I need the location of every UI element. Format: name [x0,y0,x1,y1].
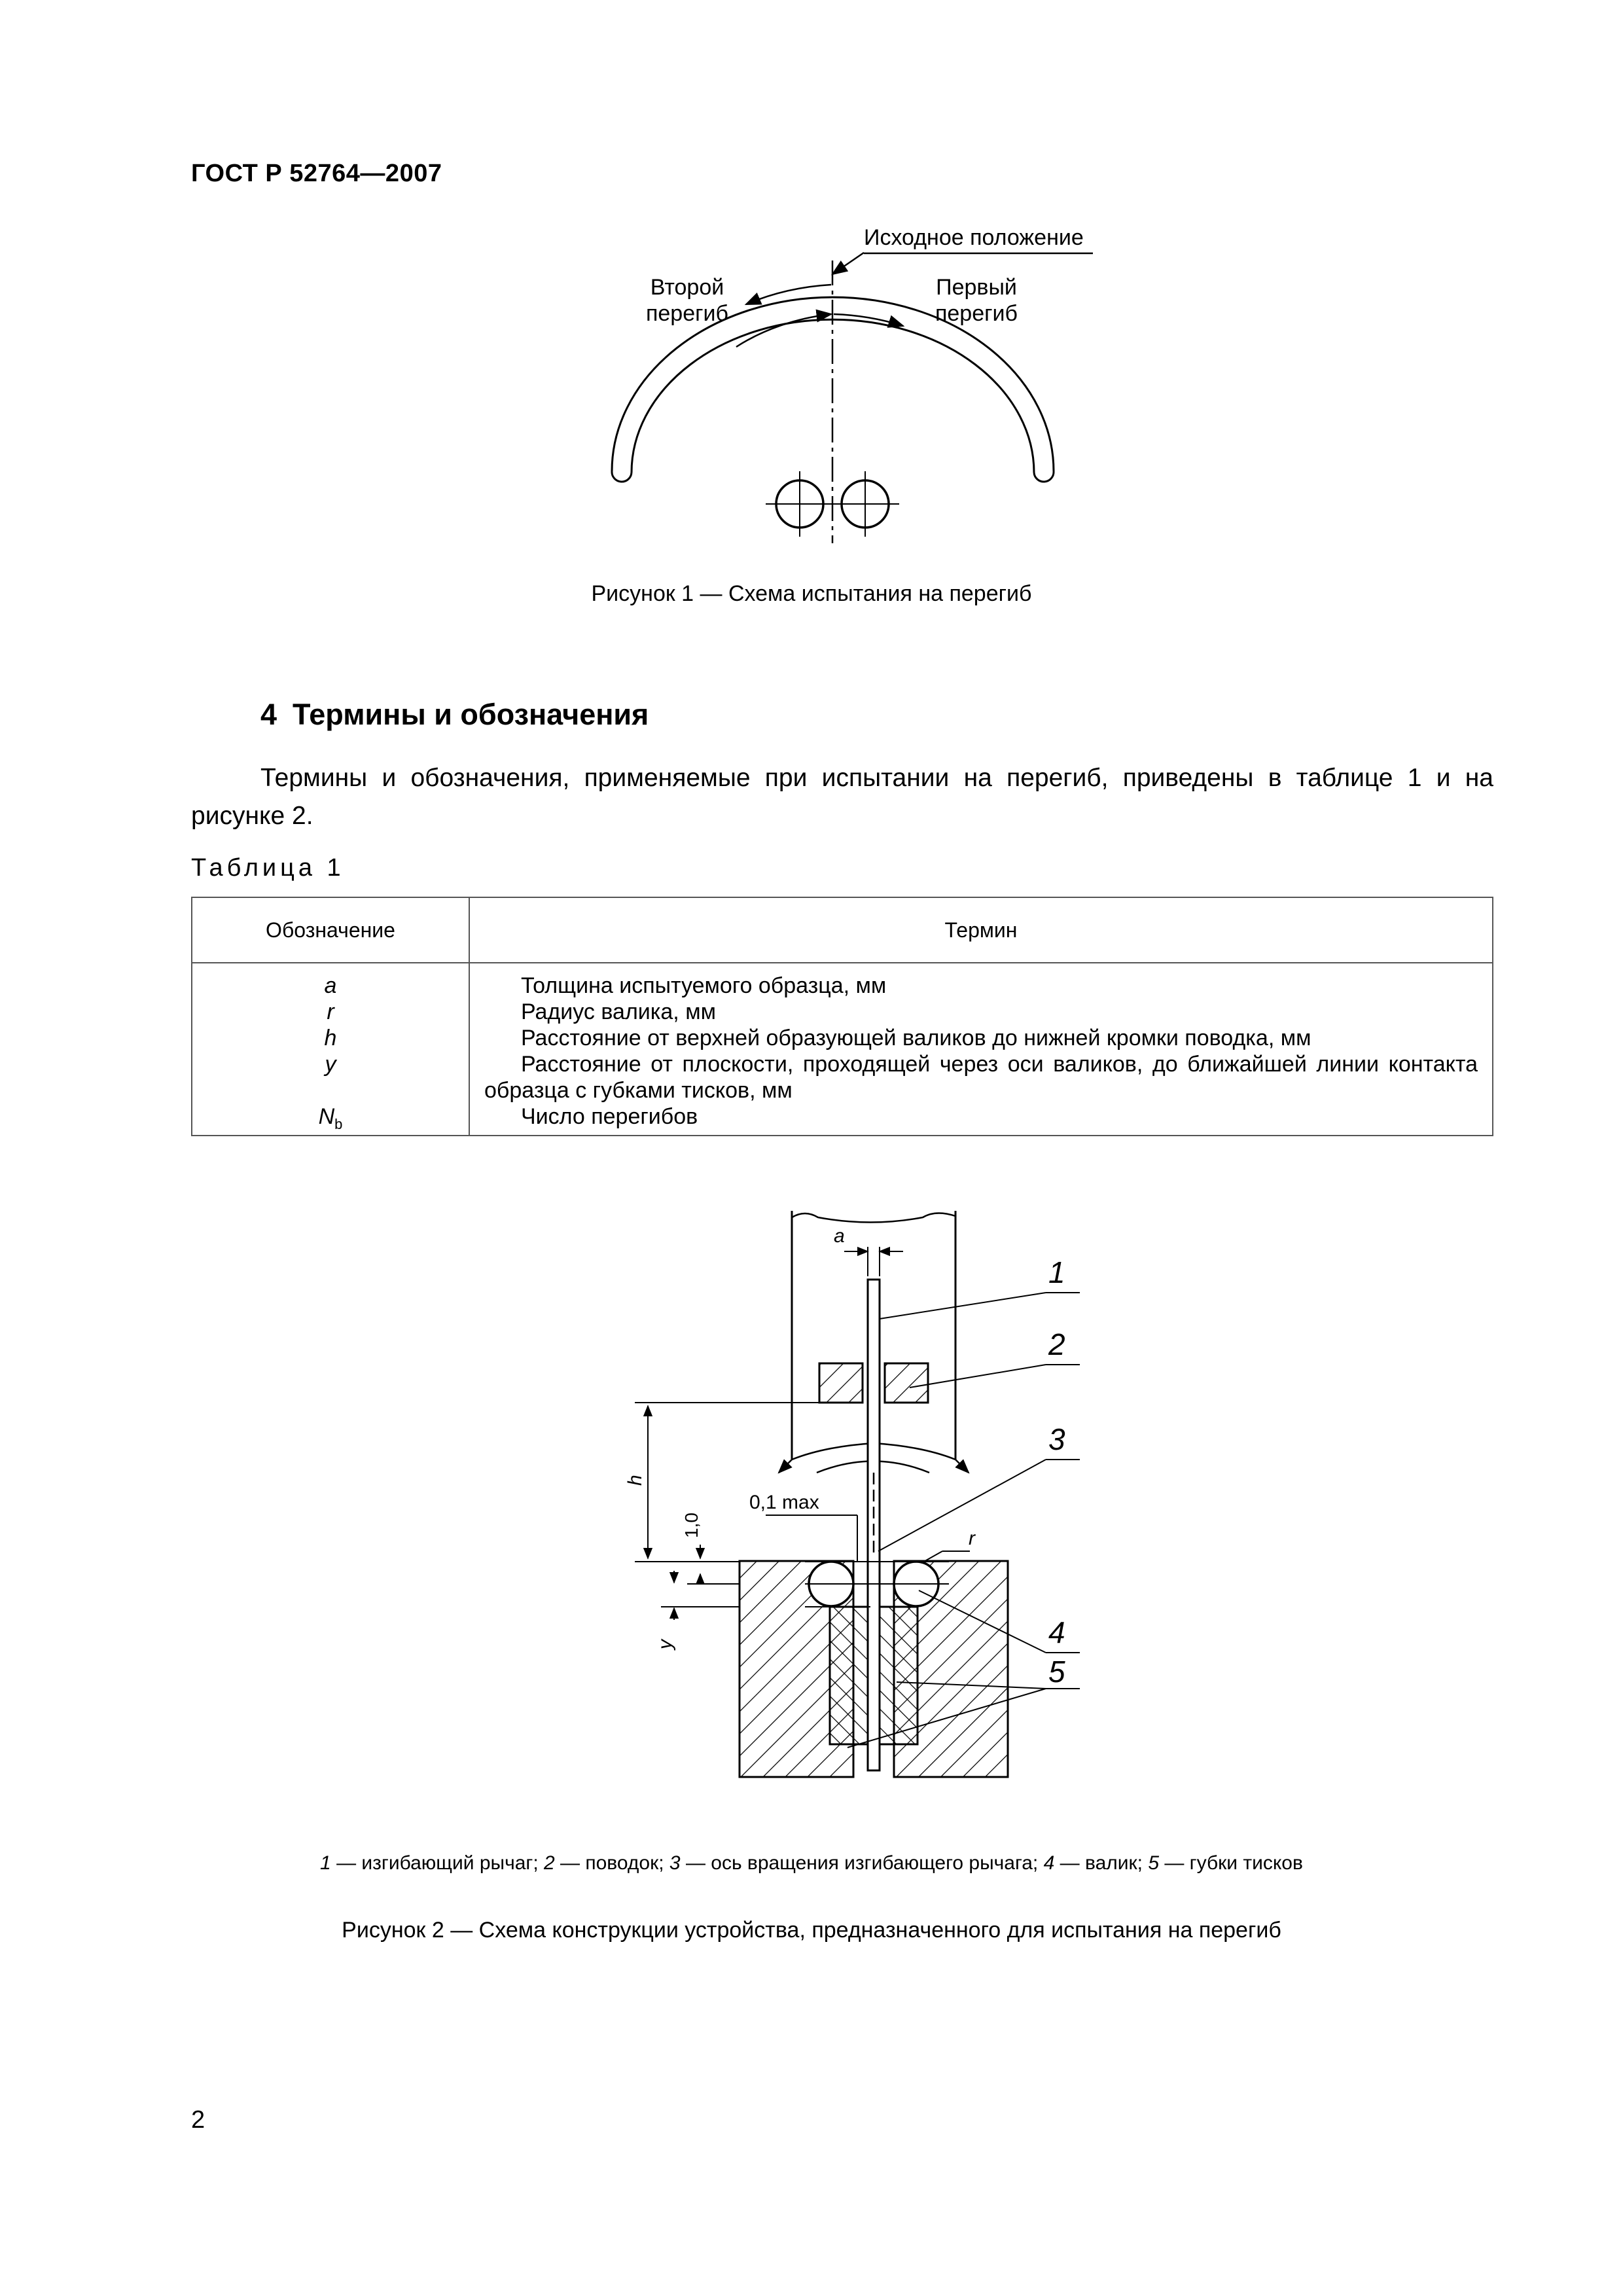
symbol: a [324,973,337,998]
label-first-2: перегиб [935,301,1018,326]
page-number: 2 [191,2106,205,2134]
label-origin: Исходное положение [864,225,1084,250]
vice-jaw-right [880,1607,918,1744]
dim-gap-label: 0,1 max [749,1492,819,1513]
callout-3: 3 [1048,1422,1065,1456]
symbol: r [327,999,334,1024]
figure-2-device-scheme [609,1198,1106,1839]
guide-left [819,1363,863,1403]
term: Толщина испытуемого образца, мм [521,973,887,998]
term-cell [469,963,1493,1136]
table-row [192,963,1493,1136]
term: Число перегибов [521,1104,698,1129]
symbol: $N_b$ [318,1104,343,1132]
callout-5: 5 [1048,1655,1065,1689]
label-second-2: перегиб [645,301,729,326]
column-header-symbol: Обозначение [192,897,469,963]
term: Радиус валика, мм [521,999,716,1024]
section-title [260,698,649,732]
dim-h-label: h [624,1475,646,1486]
term: Расстояние от плоскости, проходящей через оси валиков, до ближайшей линии контакта образца с губками тисков, мм [484,1052,1478,1103]
dim-offset-label: 1,0 [681,1513,702,1538]
vice-jaw-left [830,1607,868,1744]
callout-4: 4 [1048,1615,1065,1649]
dim-y-label: y [654,1640,676,1649]
document-id: ГОСТ Р 52764—2007 [191,160,442,187]
section-number: 4 [260,698,277,731]
figure-2-caption: Рисунок 2 — Схема конструкции устройства, предназначенного для испытания на перегиб [342,1918,1281,1943]
figure-1-caption: Рисунок 1 — Схема испытания на перегиб [591,581,1032,606]
figure-2-legend: 1 — изгибающий рычаг; 2 — поводок; 3 — ось вращения изгибающего рычага; 4 — валик; 5 — губки тисков [320,1852,1303,1874]
dim-r-label: r [969,1528,975,1549]
label-second-1: Второй [650,275,724,300]
symbol: y [325,1052,336,1077]
term: Расстояние от верхней образующей валиков до нижней кромки поводка, мм [521,1026,1311,1050]
column-header-term: Термин [469,897,1493,963]
callout-1: 1 [1048,1255,1065,1289]
figure-1-bend-scheme [576,216,1113,563]
label-first-1: Первый [936,275,1017,300]
dim-a-label: a [834,1225,845,1247]
symbol: h [324,1026,337,1050]
terms-table [191,897,1493,1136]
bending-lever-frame [792,1213,955,1222]
section-paragraph: Термины и обозначения, применяемые при испытании на перегиб, приведены в таблице 1 и на рисунке 2. [191,764,1493,830]
symbol-cell [192,963,469,1136]
section-heading: Термины и обозначения [293,698,649,731]
callout-2: 2 [1048,1327,1065,1361]
table-label: Таблица 1 [191,854,345,882]
guide-right [885,1363,928,1403]
